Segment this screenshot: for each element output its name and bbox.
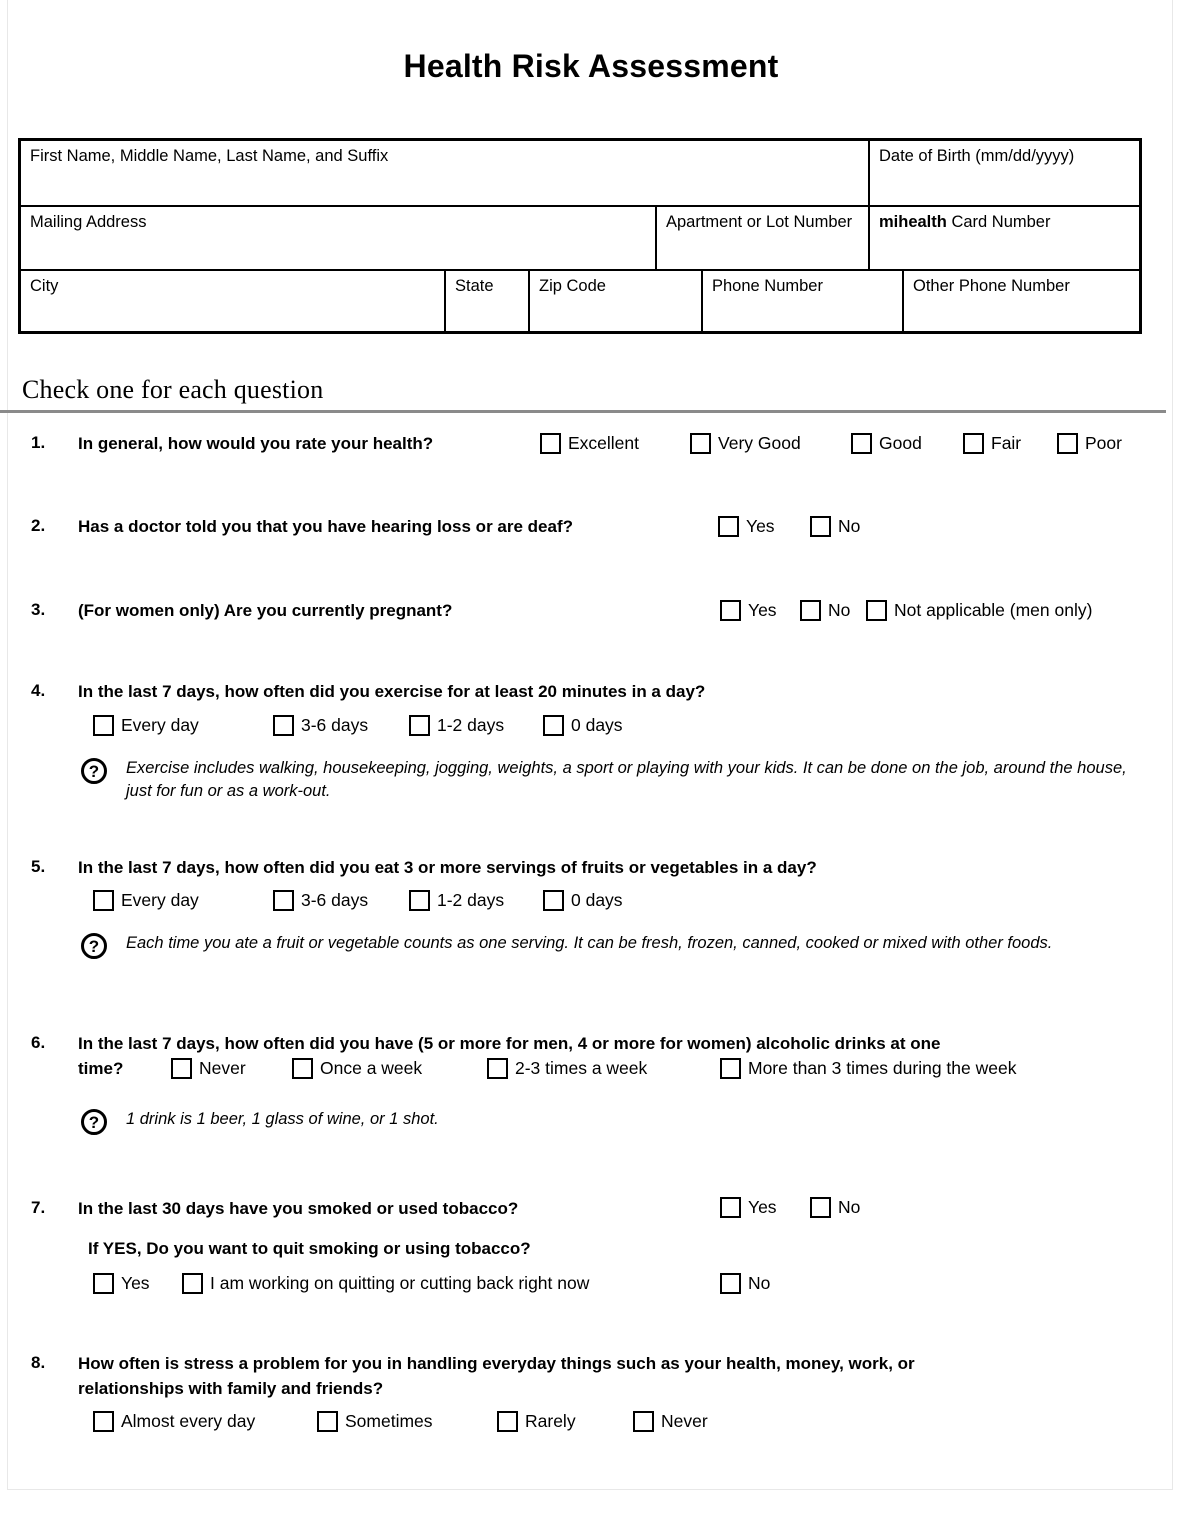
question-6-option-never[interactable] — [171, 1058, 246, 1079]
question-1-option-good[interactable] — [851, 433, 922, 454]
checkbox-icon[interactable] — [690, 433, 711, 454]
question-4-help-note — [81, 757, 1141, 803]
option-label: 1-2 days — [437, 890, 505, 910]
option-label: Once a week — [320, 1058, 423, 1078]
question-1-text: In general, how would you rate your health? — [78, 434, 434, 453]
checkbox-icon[interactable] — [273, 890, 294, 911]
checkbox-icon[interactable] — [800, 600, 821, 621]
checkbox-icon[interactable] — [720, 600, 741, 621]
checkbox-icon[interactable] — [1057, 433, 1078, 454]
option-label: Excellent — [568, 433, 640, 453]
question-3-number: 3. — [31, 600, 46, 619]
question-4-option-every-day[interactable] — [93, 715, 199, 736]
field-other-phone-number[interactable] — [904, 271, 1139, 331]
question-3-option-yes[interactable] — [720, 600, 777, 621]
option-label: Very Good — [718, 433, 801, 453]
checkbox-icon[interactable] — [317, 1411, 338, 1432]
option-label: Not applicable (men only) — [894, 600, 1093, 620]
option-label: Every day — [121, 890, 199, 910]
question-5-number: 5. — [31, 857, 46, 876]
field-city[interactable] — [21, 271, 446, 331]
checkbox-icon[interactable] — [171, 1058, 192, 1079]
question-7-sub-option-no[interactable] — [720, 1273, 770, 1294]
help-icon: ? — [81, 933, 107, 959]
option-label: Fair — [991, 433, 1022, 453]
option-label: Every day — [121, 715, 199, 735]
question-6-help-note — [81, 1108, 981, 1135]
checkbox-icon[interactable] — [273, 715, 294, 736]
question-1-number: 1. — [31, 433, 46, 452]
question-4-help-text: Exercise includes walking, housekeeping, jogging, weights, a sport or playing with your kids. It can be done on the job, around the house, just for fun or as a work-out. — [126, 759, 1127, 800]
checkbox-icon[interactable] — [93, 890, 114, 911]
checkbox-icon[interactable] — [543, 715, 564, 736]
field-mihealth-card-number-label-bold: mihealth — [879, 213, 947, 231]
checkbox-icon[interactable] — [963, 433, 984, 454]
question-6-option-more-than-3-times[interactable] — [720, 1058, 1016, 1079]
question-7-option-no[interactable] — [810, 1197, 860, 1218]
question-8-option-sometimes[interactable] — [317, 1411, 433, 1432]
option-label: Almost every day — [121, 1411, 256, 1431]
question-2-option-no[interactable] — [810, 516, 860, 537]
checkbox-icon[interactable] — [93, 1273, 114, 1294]
option-label: More than 3 times during the week — [748, 1058, 1017, 1078]
option-label: 3-6 days — [301, 890, 369, 910]
help-icon: ? — [81, 1109, 107, 1135]
checkbox-icon[interactable] — [718, 516, 739, 537]
option-label: Yes — [748, 600, 777, 620]
checkbox-icon[interactable] — [182, 1273, 203, 1294]
field-apartment-number[interactable] — [657, 207, 870, 271]
question-7-number: 7. — [31, 1198, 46, 1217]
question-2-text: Has a doctor told you that you have hearing loss or are deaf? — [78, 517, 573, 536]
option-label: No — [828, 600, 851, 620]
question-5-option-1-2-days[interactable] — [409, 890, 504, 911]
option-label: No — [838, 1197, 861, 1217]
question-1-option-fair[interactable] — [963, 433, 1021, 454]
field-state[interactable] — [446, 271, 530, 331]
option-label: Good — [879, 433, 922, 453]
page-edge-right — [1172, 0, 1173, 1490]
option-label: No — [748, 1273, 771, 1293]
option-label: No — [838, 516, 861, 536]
page-edge-bottom — [7, 1489, 1173, 1490]
question-8-text-line2: relationships with family and friends? — [78, 1379, 384, 1398]
question-1-option-poor[interactable] — [1057, 433, 1122, 454]
question-8-option-never[interactable] — [633, 1411, 708, 1432]
field-phone-number-label: Phone Number — [712, 277, 823, 295]
question-7-text: In the last 30 days have you smoked or used tobacco? — [78, 1199, 519, 1218]
option-label: I am working on quitting or cutting back right now — [210, 1273, 590, 1293]
question-3-option-no[interactable] — [800, 600, 850, 621]
option-label: 3-6 days — [301, 715, 369, 735]
help-icon: ? — [81, 758, 107, 784]
section-header: Check one for each question — [22, 375, 324, 404]
question-7-option-yes[interactable] — [720, 1197, 777, 1218]
option-label: Yes — [748, 1197, 777, 1217]
demographics-table — [18, 138, 1142, 334]
field-other-phone-number-label: Other Phone Number — [913, 277, 1070, 295]
checkbox-icon[interactable] — [292, 1058, 313, 1079]
checkbox-icon[interactable] — [93, 1411, 114, 1432]
checkbox-icon[interactable] — [633, 1411, 654, 1432]
option-label: Yes — [121, 1273, 150, 1293]
question-5-option-0-days[interactable] — [543, 890, 623, 911]
field-state-label: State — [455, 277, 494, 295]
question-5-option-every-day[interactable] — [93, 890, 199, 911]
option-label: Never — [661, 1411, 708, 1431]
question-6-number: 6. — [31, 1033, 46, 1052]
option-label: 0 days — [571, 890, 623, 910]
checkbox-icon[interactable] — [497, 1411, 518, 1432]
question-5-option-3-6-days[interactable] — [273, 890, 368, 911]
question-1-option-very-good[interactable] — [690, 433, 801, 454]
question-2-option-yes[interactable] — [718, 516, 775, 537]
question-6-help-text: 1 drink is 1 beer, 1 glass of wine, or 1 shot. — [126, 1110, 439, 1128]
question-8-option-rarely[interactable] — [497, 1411, 576, 1432]
checkbox-icon[interactable] — [487, 1058, 508, 1079]
question-1-option-excellent[interactable] — [540, 433, 639, 454]
question-6-option-2-3-times-a-week[interactable] — [487, 1058, 647, 1079]
field-full-name[interactable] — [21, 141, 870, 207]
option-label: 2-3 times a week — [515, 1058, 648, 1078]
page-edge-left — [7, 0, 8, 1490]
option-label: Poor — [1085, 433, 1122, 453]
field-zip-code[interactable] — [530, 271, 703, 331]
question-3-text: (For women only) Are you currently pregnant? — [78, 601, 453, 620]
option-label: Rarely — [525, 1411, 576, 1431]
field-mihealth-card-number-label-rest: Card Number — [946, 213, 1051, 231]
question-7-sub-option-yes[interactable] — [93, 1273, 150, 1294]
checkbox-icon[interactable] — [720, 1058, 741, 1079]
option-label: Never — [199, 1058, 246, 1078]
checkbox-icon[interactable] — [543, 890, 564, 911]
field-mailing-address[interactable] — [21, 207, 657, 271]
question-8-option-almost-every-day[interactable] — [93, 1411, 255, 1432]
field-zip-code-label: Zip Code — [539, 277, 606, 295]
question-5-help-text: Each time you ate a fruit or vegetable counts as one serving. It can be fresh, frozen, canned, cooked or mixed with other foods. — [126, 934, 1053, 952]
question-4-number: 4. — [31, 681, 46, 700]
question-4-option-0-days[interactable] — [543, 715, 623, 736]
question-4-text: In the last 7 days, how often did you exercise for at least 20 minutes in a day? — [78, 682, 706, 701]
checkbox-icon[interactable] — [851, 433, 872, 454]
question-5-help-note — [81, 932, 1111, 959]
option-label: 0 days — [571, 715, 623, 735]
question-6-text-line2: time? — [78, 1059, 124, 1078]
field-city-label: City — [30, 277, 59, 295]
question-4-option-3-6-days[interactable] — [273, 715, 368, 736]
option-label: Sometimes — [345, 1411, 433, 1431]
page-title: Health Risk Assessment — [403, 48, 779, 84]
question-8-number: 8. — [31, 1353, 46, 1372]
question-7-sub-option-working-on-quitting[interactable] — [182, 1273, 589, 1294]
option-label: Yes — [746, 516, 775, 536]
question-2-number: 2. — [31, 516, 46, 535]
question-4-option-1-2-days[interactable] — [409, 715, 504, 736]
question-6-option-once-a-week[interactable] — [292, 1058, 422, 1079]
checkbox-icon[interactable] — [720, 1273, 741, 1294]
question-8-text-line1: How often is stress a problem for you in handling everyday things such as your health, money, work, or — [78, 1354, 915, 1373]
question-7-sub-question: If YES, Do you want to quit smoking or using tobacco? — [88, 1239, 531, 1258]
checkbox-icon[interactable] — [810, 1197, 831, 1218]
field-date-of-birth-label: Date of Birth (mm/dd/yyyy) — [879, 147, 1075, 165]
field-mailing-address-label: Mailing Address — [30, 213, 147, 231]
checkbox-icon[interactable] — [409, 715, 430, 736]
section-divider — [0, 410, 1166, 413]
option-label: 1-2 days — [437, 715, 505, 735]
checkbox-icon[interactable] — [409, 890, 430, 911]
field-mihealth-card-number[interactable] — [870, 207, 1139, 271]
field-date-of-birth[interactable] — [870, 141, 1139, 207]
question-3-option-not-applicable[interactable] — [866, 600, 1092, 621]
question-6-text-line1: In the last 7 days, how often did you have (5 or more for men, 4 or more for women) alcoholic drinks at one — [78, 1034, 941, 1053]
field-apartment-number-label: Apartment or Lot Number — [666, 213, 853, 231]
field-full-name-label: First Name, Middle Name, Last Name, and Suffix — [30, 147, 389, 165]
checkbox-icon[interactable] — [93, 715, 114, 736]
checkbox-icon[interactable] — [810, 516, 831, 537]
checkbox-icon[interactable] — [540, 433, 561, 454]
checkbox-icon[interactable] — [720, 1197, 741, 1218]
checkbox-icon[interactable] — [866, 600, 887, 621]
question-5-text: In the last 7 days, how often did you eat 3 or more servings of fruits or vegetables in a day? — [78, 858, 817, 877]
field-phone-number[interactable] — [703, 271, 904, 331]
